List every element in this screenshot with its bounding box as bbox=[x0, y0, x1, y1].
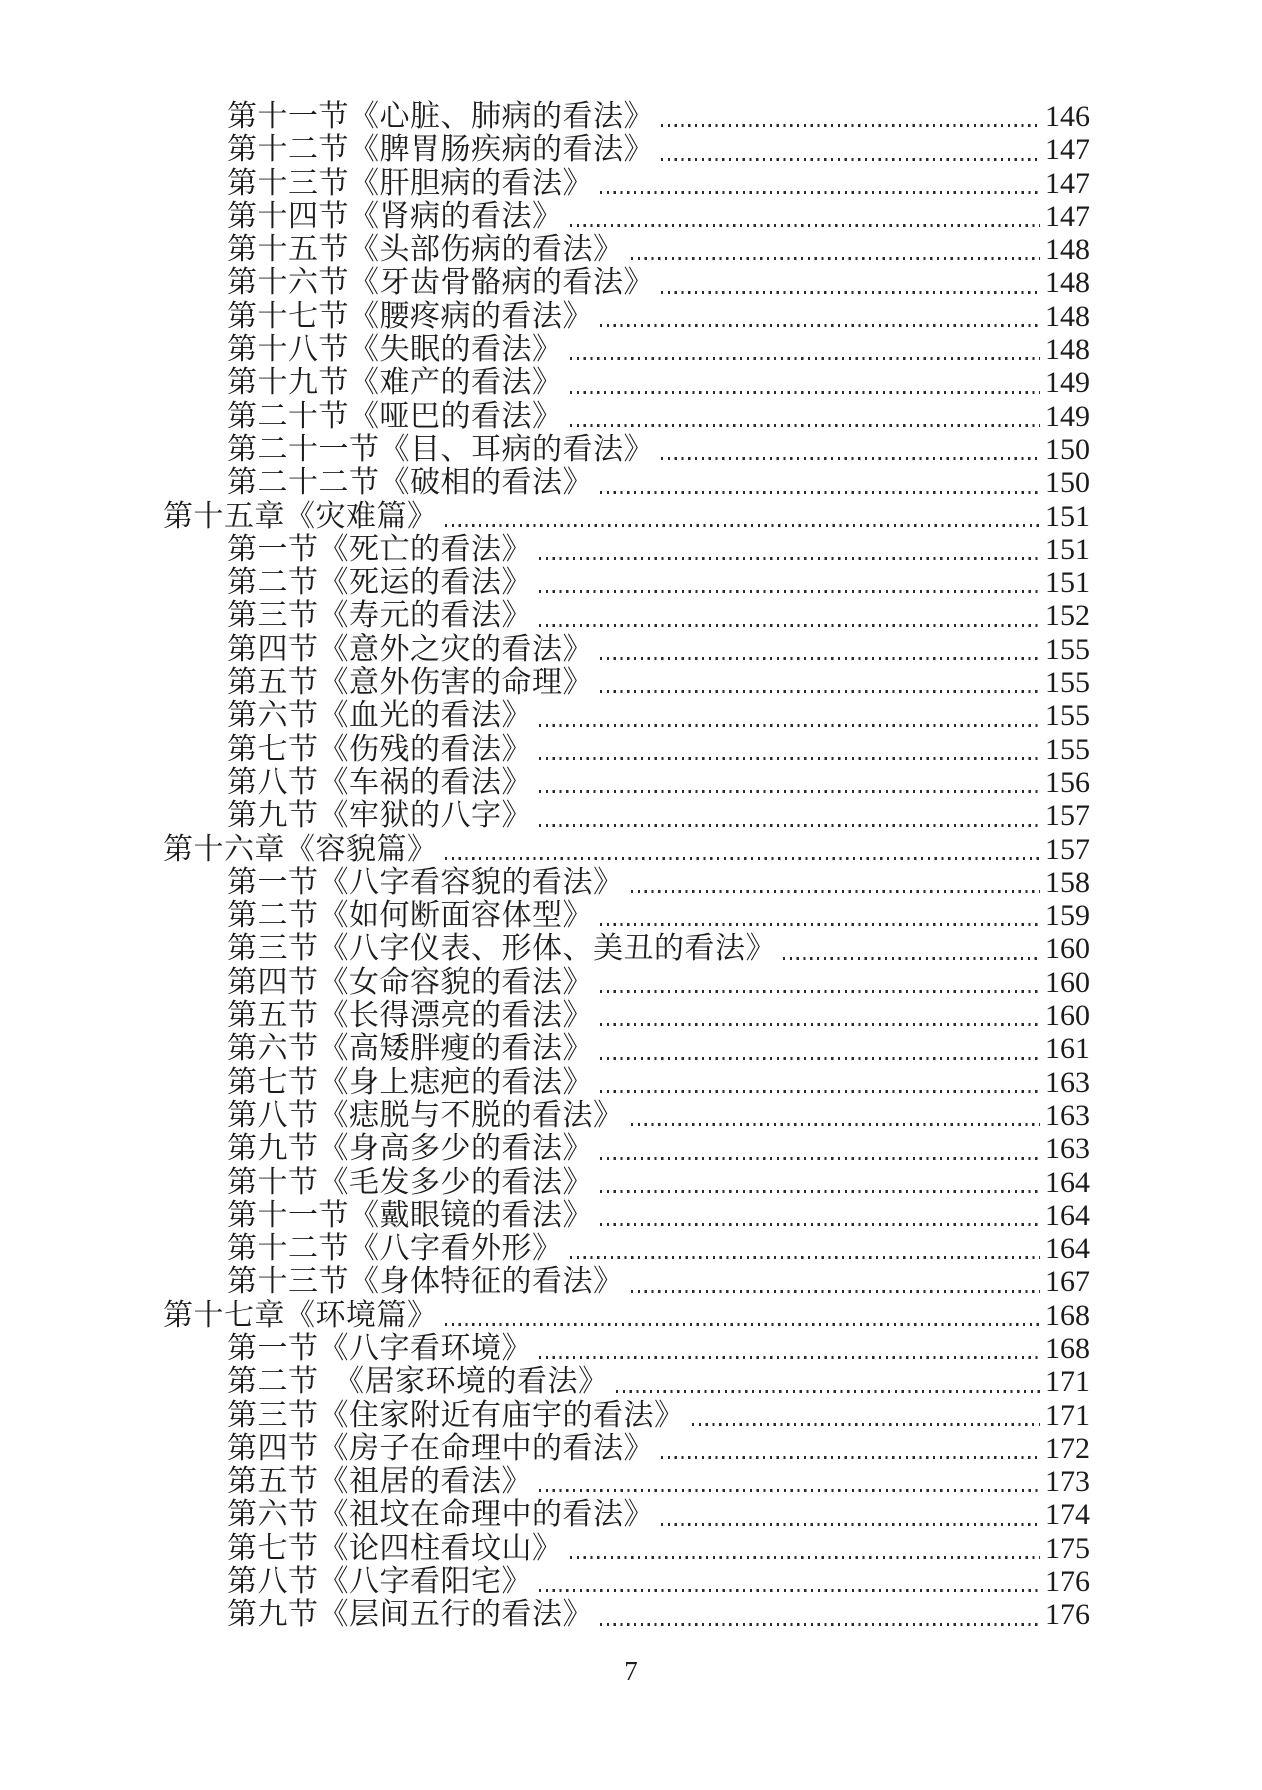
toc-entry-page: 158 bbox=[1045, 865, 1090, 899]
toc-entry-page: 164 bbox=[1045, 1198, 1090, 1232]
toc-entry-title: 第二十节《哑巴的看法》 bbox=[227, 399, 563, 433]
toc-entry-page: 157 bbox=[1045, 799, 1090, 833]
toc-entry-title: 第一节《死亡的看法》 bbox=[227, 532, 532, 566]
dot-leader bbox=[631, 890, 1041, 893]
toc-entry bbox=[163, 766, 1090, 799]
dot-leader bbox=[600, 1023, 1040, 1026]
dot-leader bbox=[661, 457, 1040, 460]
toc-entry bbox=[163, 500, 1090, 533]
dot-leader bbox=[600, 990, 1040, 993]
toc-entry bbox=[163, 400, 1090, 433]
toc-entry bbox=[163, 366, 1090, 399]
dot-leader bbox=[600, 1223, 1040, 1226]
footer-page-number: 7 bbox=[624, 1656, 638, 1686]
toc-entry-page: 160 bbox=[1045, 965, 1090, 999]
toc-entry bbox=[163, 133, 1090, 166]
toc-entry bbox=[163, 233, 1090, 266]
toc-entry-title: 第十八节《失眠的看法》 bbox=[227, 333, 563, 367]
dot-leader bbox=[600, 324, 1040, 327]
dot-leader bbox=[539, 557, 1040, 560]
toc-entry-title: 第十一节《心脏、肺病的看法》 bbox=[227, 100, 654, 133]
toc-entry bbox=[163, 899, 1090, 932]
toc-entry bbox=[163, 932, 1090, 965]
toc-entry bbox=[163, 599, 1090, 632]
dot-leader bbox=[539, 724, 1040, 727]
toc-entry bbox=[163, 466, 1090, 499]
toc-entry bbox=[163, 1199, 1090, 1232]
dot-leader bbox=[445, 524, 1041, 527]
toc-entry-page: 175 bbox=[1045, 1531, 1090, 1565]
toc-entry-title: 第十六章《容貌篇》 bbox=[163, 832, 438, 866]
toc-entry-page: 155 bbox=[1045, 632, 1090, 666]
dot-leader bbox=[539, 790, 1040, 793]
toc-entry-title: 第十七章《环境篇》 bbox=[163, 1298, 438, 1332]
toc-entry-page: 151 bbox=[1045, 566, 1090, 600]
dot-leader bbox=[661, 1456, 1040, 1459]
dot-leader bbox=[661, 1523, 1040, 1526]
dot-leader bbox=[631, 1123, 1041, 1126]
toc-entry bbox=[163, 1232, 1090, 1265]
dot-leader bbox=[445, 1323, 1041, 1326]
toc-entry-title: 第五节《意外伤害的命理》 bbox=[227, 666, 593, 700]
toc-entry bbox=[163, 799, 1090, 832]
toc-entry-page: 164 bbox=[1045, 1232, 1090, 1266]
toc-entry-title: 第八节《痣脱与不脱的看法》 bbox=[227, 1098, 624, 1132]
toc-entry bbox=[163, 1598, 1090, 1631]
toc-entry-title: 第十二节《八字看外形》 bbox=[227, 1232, 563, 1266]
dot-leader bbox=[661, 291, 1040, 294]
toc-entry bbox=[163, 100, 1090, 133]
toc-entry-page: 172 bbox=[1045, 1431, 1090, 1465]
toc-entry-title: 第七节《论四柱看坟山》 bbox=[227, 1531, 563, 1565]
toc-entry-page: 160 bbox=[1045, 999, 1090, 1033]
dot-leader bbox=[600, 191, 1040, 194]
toc-entry-page: 163 bbox=[1045, 1132, 1090, 1166]
toc-entry-title: 第二节《如何断面容体型》 bbox=[227, 899, 593, 933]
toc-entry-title: 第十六节《牙齿骨骼病的看法》 bbox=[227, 266, 654, 300]
toc-entry-page: 146 bbox=[1045, 100, 1090, 133]
toc-entry-title: 第十五节《头部伤病的看法》 bbox=[227, 233, 624, 267]
toc-entry-page: 171 bbox=[1045, 1398, 1090, 1432]
toc-entry-page: 150 bbox=[1045, 466, 1090, 500]
dot-leader bbox=[600, 1090, 1040, 1093]
toc-entry-page: 171 bbox=[1045, 1365, 1090, 1399]
dot-leader bbox=[600, 1623, 1040, 1626]
toc-entry-page: 157 bbox=[1045, 832, 1090, 866]
toc-entry-page: 151 bbox=[1045, 532, 1090, 566]
toc-entry bbox=[163, 1066, 1090, 1099]
toc-entry-page: 147 bbox=[1045, 166, 1090, 200]
toc-entry-title: 第八节《车祸的看法》 bbox=[227, 765, 532, 799]
toc-entry-title: 第十一节《戴眼镜的看法》 bbox=[227, 1198, 593, 1232]
toc-entry bbox=[163, 1032, 1090, 1065]
dot-leader bbox=[539, 824, 1040, 827]
toc-entry bbox=[163, 866, 1090, 899]
toc-entry-page: 148 bbox=[1045, 299, 1090, 333]
toc-entry-page: 164 bbox=[1045, 1165, 1090, 1199]
dot-leader bbox=[600, 1057, 1040, 1060]
toc-entry-title: 第九节《牢狱的八字》 bbox=[227, 799, 532, 833]
toc-entry-page: 174 bbox=[1045, 1498, 1090, 1532]
toc-entry-title: 第四节《女命容貌的看法》 bbox=[227, 965, 593, 999]
toc-entry bbox=[163, 266, 1090, 299]
dot-leader bbox=[661, 158, 1040, 161]
toc-entry-title: 第八节《八字看阳宅》 bbox=[227, 1565, 532, 1599]
toc-entry-page: 160 bbox=[1045, 932, 1090, 966]
page-footer bbox=[0, 1656, 1262, 1686]
toc-entry bbox=[163, 1166, 1090, 1199]
dot-leader bbox=[539, 624, 1040, 627]
dot-leader bbox=[692, 1423, 1041, 1426]
toc-entry-page: 155 bbox=[1045, 666, 1090, 700]
toc-entry-title: 第三节《八字仪表、形体、美丑的看法》 bbox=[227, 932, 776, 966]
toc-entry-title: 第九节《身高多少的看法》 bbox=[227, 1132, 593, 1166]
toc-entry-page: 167 bbox=[1045, 1265, 1090, 1299]
dot-leader bbox=[600, 923, 1040, 926]
toc-entry-title: 第四节《意外之灾的看法》 bbox=[227, 632, 593, 666]
dot-leader bbox=[600, 657, 1040, 660]
toc-entry-title: 第十三节《肝胆病的看法》 bbox=[227, 166, 593, 200]
toc-entry-title: 第一节《八字看容貌的看法》 bbox=[227, 865, 624, 899]
toc-entry-title: 第二十一节《目、耳病的看法》 bbox=[227, 432, 654, 466]
toc-entry-page: 176 bbox=[1045, 1565, 1090, 1599]
dot-leader bbox=[570, 224, 1041, 227]
dot-leader bbox=[600, 690, 1040, 693]
toc-entry bbox=[163, 1099, 1090, 1132]
dot-leader bbox=[631, 257, 1041, 260]
toc-entry-title: 第七节《伤残的看法》 bbox=[227, 732, 532, 766]
dot-leader bbox=[616, 1390, 1041, 1393]
toc-entry-page: 176 bbox=[1045, 1598, 1090, 1632]
toc-entry-page: 168 bbox=[1045, 1331, 1090, 1365]
dot-leader bbox=[570, 1556, 1041, 1559]
toc-entry bbox=[163, 1265, 1090, 1298]
toc-entry bbox=[163, 999, 1090, 1032]
toc-entry-page: 148 bbox=[1045, 266, 1090, 300]
toc-entry-title: 第五节《长得漂亮的看法》 bbox=[227, 999, 593, 1033]
toc-entry-page: 147 bbox=[1045, 133, 1090, 167]
toc-entry-title: 第十九节《难产的看法》 bbox=[227, 366, 563, 400]
toc-entry bbox=[163, 1498, 1090, 1531]
toc-entry bbox=[163, 433, 1090, 466]
toc-entry-title: 第一节《八字看环境》 bbox=[227, 1331, 532, 1365]
toc-entry-page: 163 bbox=[1045, 1065, 1090, 1099]
dot-leader bbox=[631, 1290, 1041, 1293]
toc-entry-title: 第七节《身上痣疤的看法》 bbox=[227, 1065, 593, 1099]
toc-entry-page: 161 bbox=[1045, 1032, 1090, 1066]
toc-entry bbox=[163, 1365, 1090, 1398]
dot-leader bbox=[570, 1256, 1041, 1259]
toc-entry-title: 第三节《寿元的看法》 bbox=[227, 599, 532, 633]
dot-leader bbox=[600, 1157, 1040, 1160]
toc-entry-page: 148 bbox=[1045, 333, 1090, 367]
toc-entry-title: 第二节《死运的看法》 bbox=[227, 566, 532, 600]
dot-leader bbox=[600, 1190, 1040, 1193]
toc-entry-title: 第六节《高矮胖瘦的看法》 bbox=[227, 1032, 593, 1066]
toc-entry-title: 第十三节《身体特征的看法》 bbox=[227, 1265, 624, 1299]
dot-leader bbox=[600, 491, 1040, 494]
toc-entry-page: 152 bbox=[1045, 599, 1090, 633]
toc-entry bbox=[163, 167, 1090, 200]
toc-entry-page: 168 bbox=[1045, 1298, 1090, 1332]
toc-entry-title: 第十节《毛发多少的看法》 bbox=[227, 1165, 593, 1199]
toc-entry bbox=[163, 1332, 1090, 1365]
toc-entry-title: 第三节《住家附近有庙宇的看法》 bbox=[227, 1398, 685, 1432]
toc-entry-page: 173 bbox=[1045, 1465, 1090, 1499]
toc-entry bbox=[163, 966, 1090, 999]
toc-entry bbox=[163, 1399, 1090, 1432]
toc-entry-title: 第四节《房子在命理中的看法》 bbox=[227, 1431, 654, 1465]
toc-entry bbox=[163, 566, 1090, 599]
toc-entry-page: 155 bbox=[1045, 732, 1090, 766]
toc-entry bbox=[163, 1432, 1090, 1465]
toc-entry-page: 147 bbox=[1045, 199, 1090, 233]
toc-entry-page: 149 bbox=[1045, 366, 1090, 400]
toc-entry-page: 155 bbox=[1045, 699, 1090, 733]
toc-entry-page: 150 bbox=[1045, 432, 1090, 466]
toc-entry bbox=[163, 1532, 1090, 1565]
toc-entry-title: 第二十二节《破相的看法》 bbox=[227, 466, 593, 500]
toc-entry bbox=[163, 1299, 1090, 1332]
toc-entry-title: 第十五章《灾难篇》 bbox=[163, 499, 438, 533]
dot-leader bbox=[445, 857, 1041, 860]
dot-leader bbox=[570, 357, 1041, 360]
toc-entry bbox=[163, 666, 1090, 699]
toc-entry bbox=[163, 1565, 1090, 1598]
toc-entry bbox=[163, 1132, 1090, 1165]
toc-entry bbox=[163, 533, 1090, 566]
toc-entry bbox=[163, 699, 1090, 732]
toc-entry bbox=[163, 733, 1090, 766]
dot-leader bbox=[570, 391, 1041, 394]
toc-list bbox=[163, 100, 1090, 1632]
toc-entry bbox=[163, 200, 1090, 233]
toc-entry-title: 第五节《祖居的看法》 bbox=[227, 1465, 532, 1499]
toc-entry bbox=[163, 300, 1090, 333]
toc-entry-title: 第十七节《腰疼病的看法》 bbox=[227, 299, 593, 333]
toc-entry-title: 第十四节《肾病的看法》 bbox=[227, 199, 563, 233]
toc-entry-page: 148 bbox=[1045, 233, 1090, 267]
toc-entry-page: 159 bbox=[1045, 899, 1090, 933]
toc-entry-title: 第二节 《居家环境的看法》 bbox=[227, 1365, 609, 1399]
toc-entry bbox=[163, 833, 1090, 866]
toc-entry bbox=[163, 333, 1090, 366]
toc-entry-page: 151 bbox=[1045, 499, 1090, 533]
toc-entry-page: 163 bbox=[1045, 1098, 1090, 1132]
dot-leader bbox=[570, 424, 1041, 427]
dot-leader bbox=[539, 1356, 1040, 1359]
toc-entry-title: 第六节《血光的看法》 bbox=[227, 699, 532, 733]
toc-entry-title: 第十二节《脾胃肠疾病的看法》 bbox=[227, 133, 654, 167]
toc-entry-page: 156 bbox=[1045, 765, 1090, 799]
toc-entry bbox=[163, 633, 1090, 666]
dot-leader bbox=[661, 124, 1040, 127]
dot-leader bbox=[783, 957, 1040, 960]
dot-leader bbox=[539, 590, 1040, 593]
toc-entry bbox=[163, 1465, 1090, 1498]
toc-entry-title: 第九节《层间五行的看法》 bbox=[227, 1598, 593, 1632]
dot-leader bbox=[539, 1489, 1040, 1492]
dot-leader bbox=[539, 757, 1040, 760]
toc-entry-title: 第六节《祖坟在命理中的看法》 bbox=[227, 1498, 654, 1532]
toc-entry-page: 149 bbox=[1045, 399, 1090, 433]
dot-leader bbox=[539, 1589, 1040, 1592]
